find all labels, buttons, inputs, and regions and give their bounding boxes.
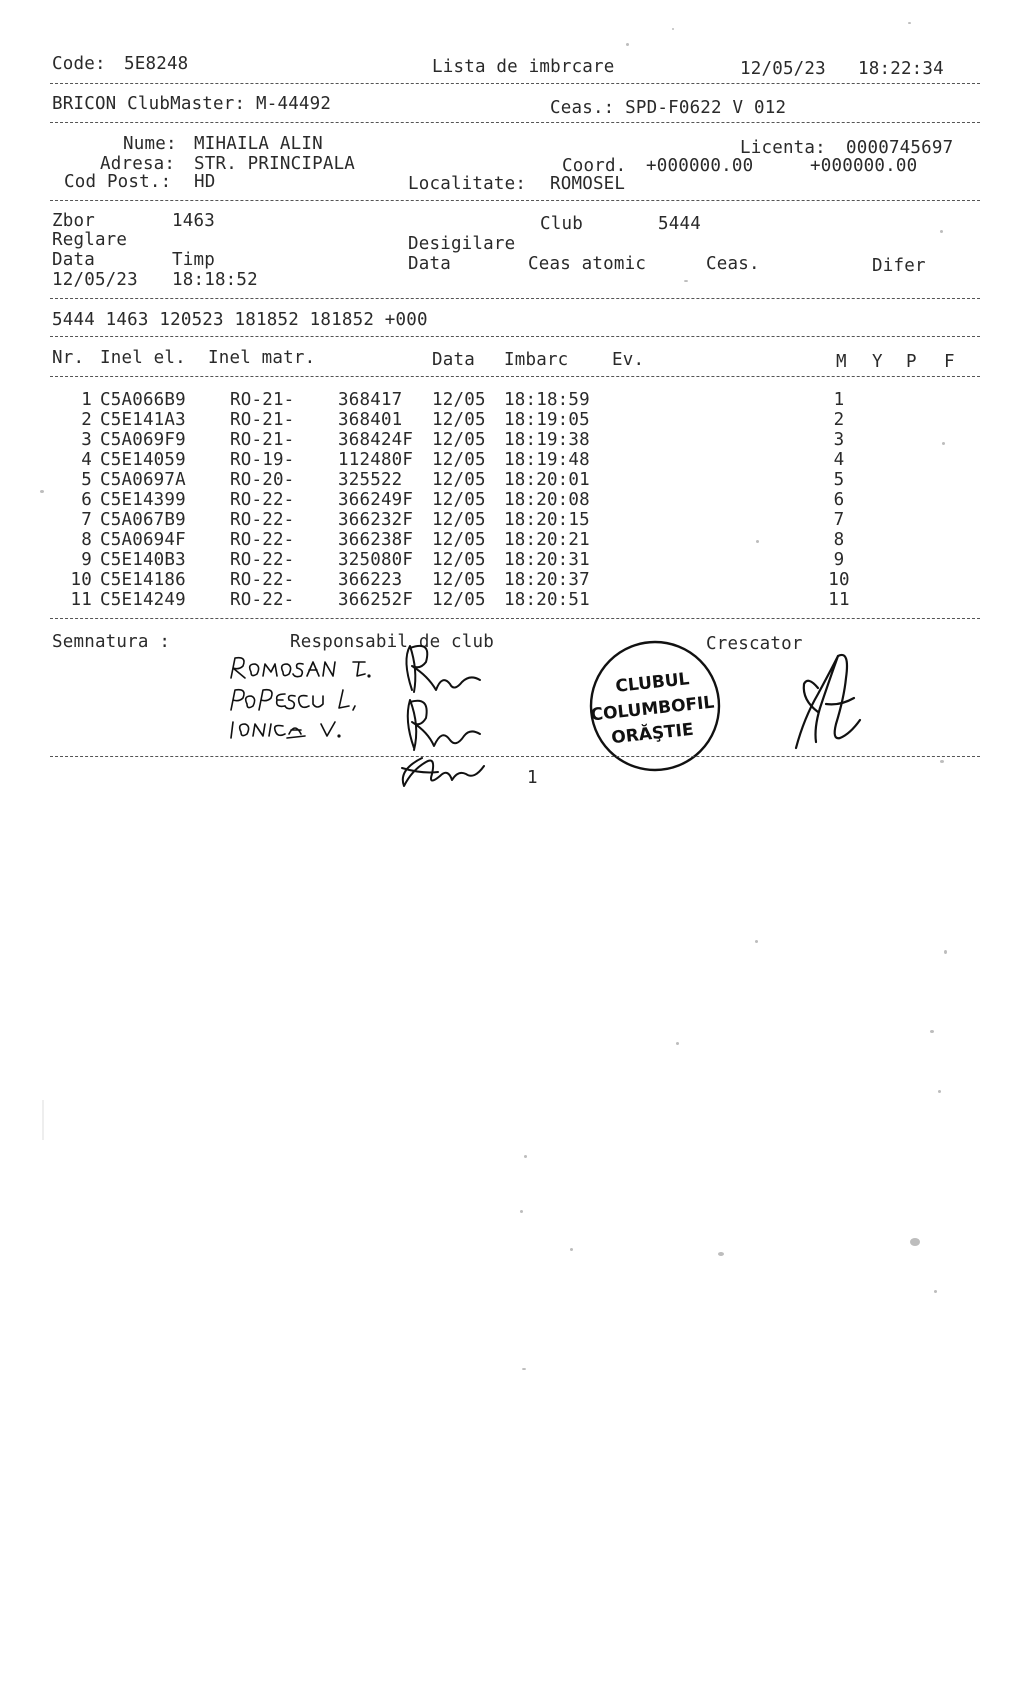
row-inel-matr: 366238F	[338, 530, 414, 550]
row-inel-el: C5E141A3	[100, 410, 186, 430]
row-inel-el: C5A0697A	[100, 470, 186, 490]
table-row	[0, 490, 1024, 510]
col-inel-el: Inel el.	[100, 348, 186, 368]
breeder-signature	[788, 648, 868, 758]
scan-speck	[570, 1248, 573, 1251]
scan-speck	[42, 1100, 44, 1140]
table-row	[0, 410, 1024, 430]
timp-label: Timp	[172, 250, 215, 270]
row-time: 18:20:51	[504, 590, 590, 610]
signature-label: Semnatura :	[52, 632, 171, 652]
table-row	[0, 530, 1024, 550]
table-row	[0, 570, 1024, 590]
row-nr: 4	[81, 450, 92, 470]
row-nr: 10	[70, 570, 92, 590]
row-time: 18:20:37	[504, 570, 590, 590]
scan-speck	[522, 1368, 526, 1370]
row-date: 12/05	[432, 390, 486, 410]
scan-speck	[938, 1090, 941, 1093]
postcode-value: HD	[194, 172, 216, 192]
row-inel-el: C5E14399	[100, 490, 186, 510]
col-nr: Nr.	[52, 348, 85, 368]
col-f: F	[944, 352, 955, 372]
summary-line: 5444 1463 120523 181852 181852 +000	[52, 310, 428, 330]
row-time: 18:20:15	[504, 510, 590, 530]
zbor-label: Zbor	[52, 211, 95, 231]
coord-x: +000000.00	[646, 156, 754, 176]
desigilare-label: Desigilare	[408, 234, 516, 254]
club-stamp	[587, 638, 723, 774]
reglare-label: Reglare	[52, 230, 128, 250]
coord-label: Coord.	[562, 156, 627, 176]
row-date: 12/05	[432, 590, 486, 610]
row-inel-matr: 366252F	[338, 590, 414, 610]
row-m: 1	[833, 390, 845, 410]
licence-label: Licenta:	[740, 138, 826, 158]
scan-speck	[672, 28, 674, 30]
row-date: 12/05	[432, 510, 486, 530]
row-inel-el: C5E140B3	[100, 550, 186, 570]
divider	[50, 376, 980, 377]
scan-speck	[910, 1238, 920, 1246]
fancier-name: MIHAILA ALIN	[194, 134, 323, 154]
row-ring-prefix: RO-22-	[230, 590, 295, 610]
row-ring-prefix: RO-22-	[230, 550, 295, 570]
fancier-address: STR. PRINCIPALA	[194, 154, 356, 174]
col-p: P	[906, 352, 917, 372]
svg-text:ORĂŞTIE: ORĂŞTIE	[610, 719, 695, 749]
handwritten-names	[225, 650, 405, 740]
row-nr: 1	[81, 390, 92, 410]
scan-speck	[756, 540, 759, 543]
row-ring-prefix: RO-19-	[230, 450, 295, 470]
scan-speck	[40, 490, 44, 493]
name-label: Nume:	[123, 134, 177, 154]
code-label: Code:	[52, 54, 106, 74]
row-nr: 8	[81, 530, 92, 550]
scan-speck	[940, 230, 943, 233]
svg-text:CLUBUL: CLUBUL	[614, 669, 691, 697]
col-data: Data	[432, 350, 475, 370]
row-time: 18:19:05	[504, 410, 590, 430]
row-m: 11	[828, 590, 850, 610]
divider	[50, 122, 980, 123]
row-inel-el: C5A067B9	[100, 510, 186, 530]
postcode-label: Cod Post.:	[64, 172, 172, 192]
scan-speck	[942, 442, 945, 445]
ceas-label: Ceas.	[706, 254, 760, 274]
col-imbarc: Imbarc	[504, 350, 569, 370]
scan-speck	[930, 1030, 934, 1033]
row-nr: 5	[81, 470, 92, 490]
code-value: 5E8248	[124, 54, 189, 74]
scan-speck	[944, 950, 947, 954]
row-nr: 3	[81, 430, 92, 450]
club-responsible-signatures	[392, 640, 492, 790]
scan-speck	[908, 22, 911, 24]
address-label: Adresa:	[100, 154, 176, 174]
row-inel-matr: 325080F	[338, 550, 414, 570]
row-time: 18:20:31	[504, 550, 590, 570]
document-title: Lista de imbrcare	[432, 57, 615, 77]
page-number: 1	[527, 768, 538, 788]
row-nr: 6	[81, 490, 92, 510]
reglare-date: 12/05/23	[52, 270, 138, 290]
divider	[50, 83, 980, 84]
scan-speck	[676, 1042, 679, 1045]
row-ring-prefix: RO-22-	[230, 530, 295, 550]
club-value: 5444	[658, 214, 701, 234]
row-ring-prefix: RO-22-	[230, 570, 295, 590]
row-inel-matr: 368401	[338, 410, 403, 430]
licence-value: 0000745697	[846, 138, 954, 158]
data-label: Data	[52, 250, 95, 270]
divider	[50, 756, 980, 757]
row-time: 18:20:01	[504, 470, 590, 490]
row-m: 4	[833, 450, 845, 470]
row-ring-prefix: RO-21-	[230, 430, 295, 450]
row-date: 12/05	[432, 490, 486, 510]
row-m: 7	[833, 510, 845, 530]
row-time: 18:19:48	[504, 450, 590, 470]
row-inel-matr: 325522	[338, 470, 403, 490]
divider	[50, 298, 980, 299]
reglare-time: 18:18:52	[172, 270, 258, 290]
row-nr: 7	[81, 510, 92, 530]
row-inel-el: C5A066B9	[100, 390, 186, 410]
table-row	[0, 470, 1024, 490]
table-row	[0, 550, 1024, 570]
row-ring-prefix: RO-20-	[230, 470, 295, 490]
row-inel-matr: 368424F	[338, 430, 414, 450]
coord-y: +000000.00	[810, 156, 918, 176]
scan-speck	[684, 280, 688, 282]
scan-speck	[524, 1155, 527, 1158]
row-ring-prefix: RO-21-	[230, 390, 295, 410]
scan-speck	[520, 1210, 523, 1213]
club-responsible-label: Responsabil de club	[290, 632, 494, 652]
scan-speck	[626, 43, 629, 46]
row-m: 9	[833, 550, 845, 570]
row-inel-el: C5A069F9	[100, 430, 186, 450]
row-date: 12/05	[432, 430, 486, 450]
scan-speck	[934, 1290, 937, 1293]
row-inel-el: C5E14249	[100, 590, 186, 610]
table-row	[0, 590, 1024, 610]
scan-speck	[755, 940, 758, 943]
row-inel-matr: 366249F	[338, 490, 414, 510]
desigilare-data-label: Data	[408, 254, 451, 274]
row-time: 18:20:21	[504, 530, 590, 550]
row-inel-el: C5E14059	[100, 450, 186, 470]
table-row	[0, 390, 1024, 410]
difer-label: Difer	[872, 256, 926, 276]
locality-label: Localitate:	[408, 174, 527, 194]
row-date: 12/05	[432, 550, 486, 570]
row-m: 5	[833, 470, 845, 490]
table-row	[0, 510, 1024, 530]
col-inel-matr: Inel matr.	[208, 348, 316, 368]
row-ring-prefix: RO-22-	[230, 510, 295, 530]
row-m: 10	[828, 570, 850, 590]
divider	[50, 618, 980, 619]
scan-speck	[718, 1252, 724, 1256]
locality-value: ROMOSEL	[550, 174, 626, 194]
row-date: 12/05	[432, 570, 486, 590]
club-label: Club	[540, 214, 583, 234]
row-inel-matr: 366232F	[338, 510, 414, 530]
clock-id: Ceas.: SPD-F0622 V 012	[550, 98, 787, 118]
svg-text:COLUMBOFIL: COLUMBOFIL	[589, 692, 716, 726]
row-nr: 11	[70, 590, 92, 610]
row-time: 18:18:59	[504, 390, 590, 410]
table-row	[0, 430, 1024, 450]
divider	[50, 336, 980, 337]
row-time: 18:20:08	[504, 490, 590, 510]
row-date: 12/05	[432, 470, 486, 490]
row-inel-matr: 366223	[338, 570, 403, 590]
col-ev: Ev.	[612, 350, 645, 370]
col-m: M	[836, 352, 847, 372]
row-date: 12/05	[432, 450, 486, 470]
row-inel-el: C5A0694F	[100, 530, 186, 550]
table-row	[0, 450, 1024, 470]
scan-speck	[940, 760, 944, 763]
row-m: 2	[833, 410, 845, 430]
row-nr: 9	[81, 550, 92, 570]
row-time: 18:19:38	[504, 430, 590, 450]
row-m: 3	[833, 430, 845, 450]
row-date: 12/05	[432, 410, 486, 430]
ceas-atomic-label: Ceas atomic	[528, 254, 647, 274]
row-inel-matr: 368417	[338, 390, 403, 410]
row-m: 8	[833, 530, 845, 550]
row-ring-prefix: RO-21-	[230, 410, 295, 430]
row-m: 6	[833, 490, 845, 510]
row-inel-el: C5E14186	[100, 570, 186, 590]
row-inel-matr: 112480F	[338, 450, 414, 470]
row-ring-prefix: RO-22-	[230, 490, 295, 510]
row-nr: 2	[81, 410, 92, 430]
zbor-value: 1463	[172, 211, 215, 231]
print-date: 12/05/23	[740, 59, 826, 79]
divider	[50, 200, 980, 201]
col-y: Y	[872, 352, 883, 372]
system-id: BRICON ClubMaster: M-44492	[52, 94, 332, 114]
print-time: 18:22:34	[858, 59, 944, 79]
breeder-label: Crescator	[706, 634, 803, 654]
row-date: 12/05	[432, 530, 486, 550]
